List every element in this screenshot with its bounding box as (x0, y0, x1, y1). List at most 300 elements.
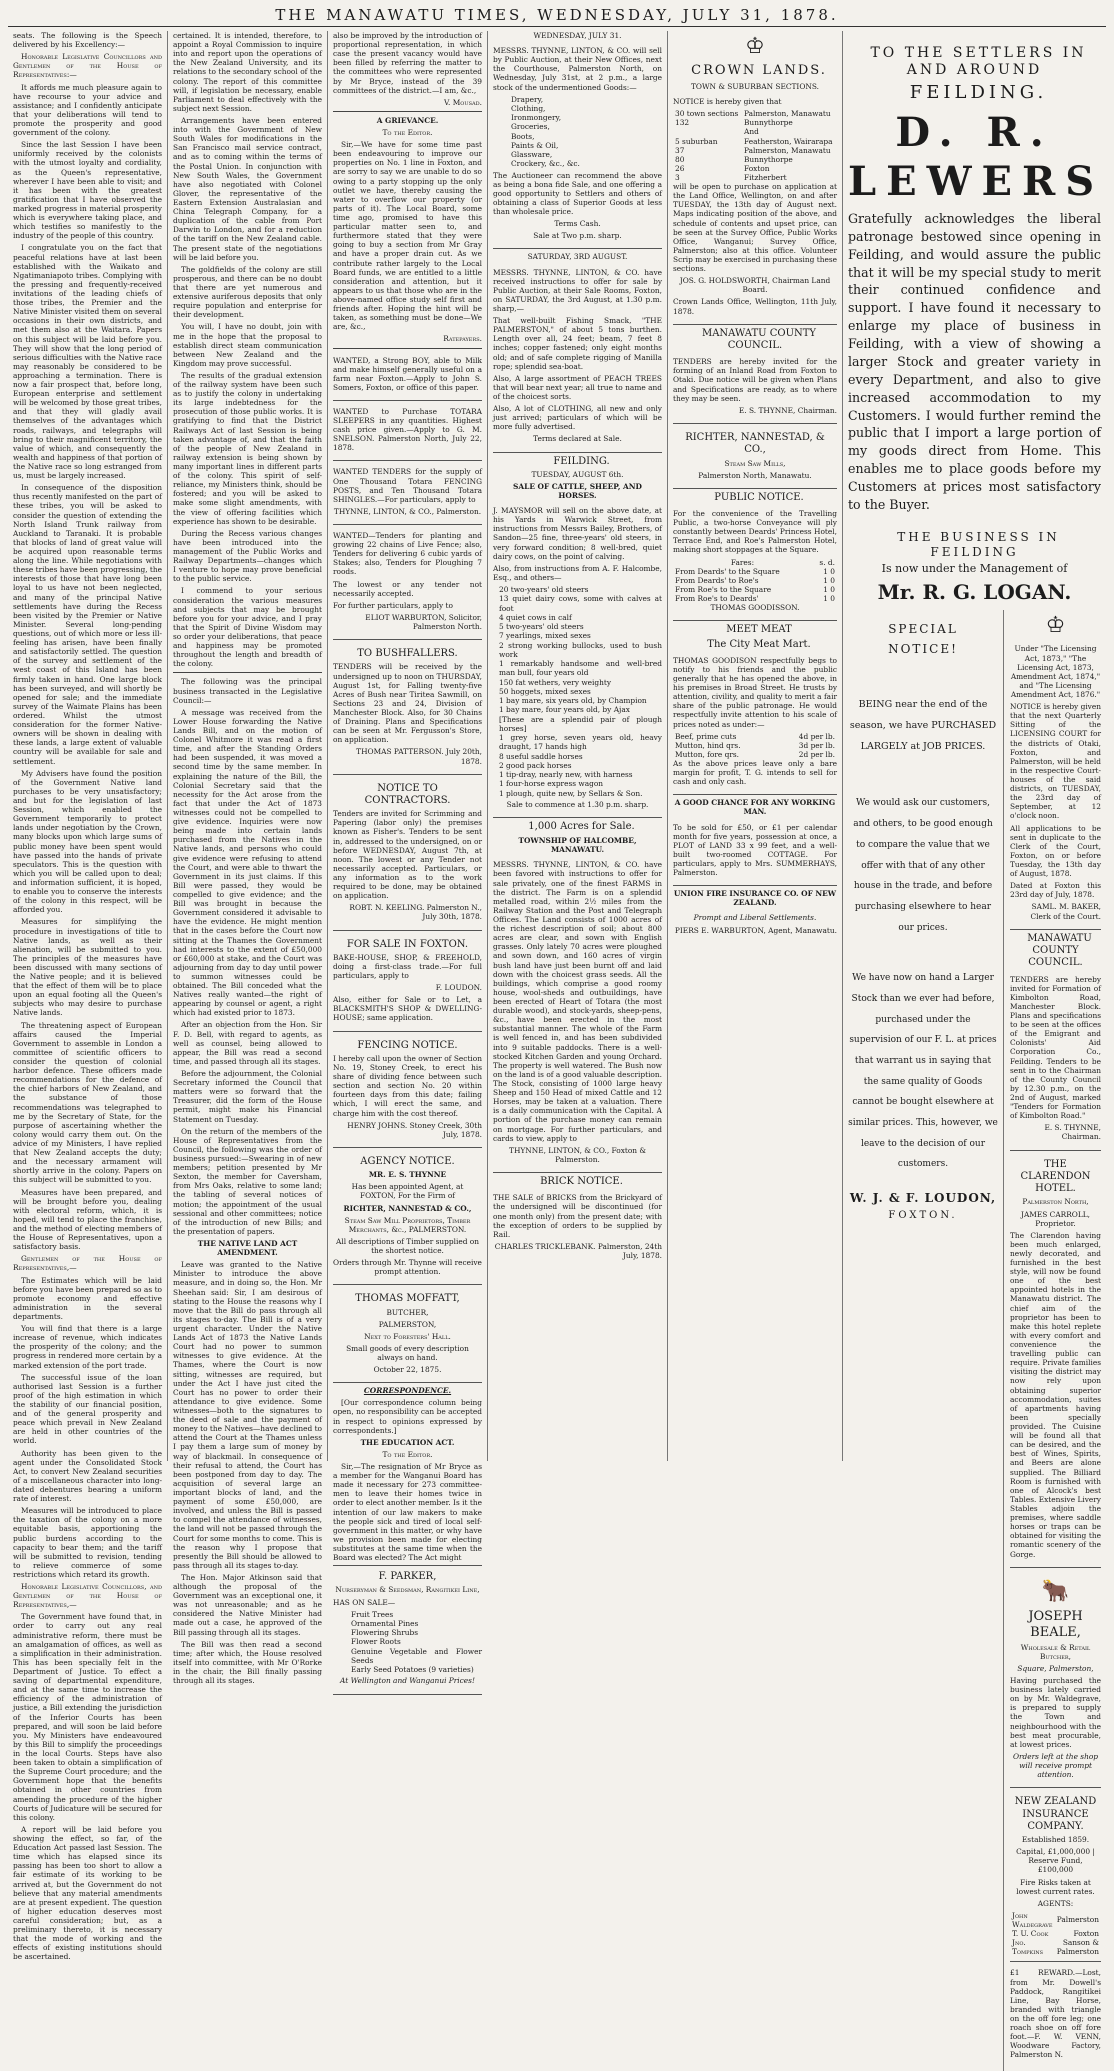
ad-text: At Wellington and Wanganui Prices! (340, 1676, 475, 1686)
column-5 (668, 31, 843, 1461)
section-heading: FEILDING. (553, 455, 610, 467)
ad-text: THE SALE of BRICKS from the Brickyard of the undersigned will be discontinued (for one month only) from the present date; with the exception of orders to be supplied by Rail. (493, 1193, 662, 1239)
paragraph: Measures for simplifying the procedure in investigations of title to Native lands, as well as their alienation, will be submitted to you. The principles of the measures have been discussed with many sections of the Native people; and it is believed that the effect of them will be to place upon an equal footing all the Queen's subjects who may desire to purchase Native lands. (13, 917, 162, 1018)
column-1 (8, 31, 168, 1962)
paragraph: In consequence of the disposition thus recently manifested on the part of these tribes, you will be asked to consider the question of extending the North Island Trunk railway from Auckland to Taranaki. It is probable that blocks of land of great value will be acquired upon reasonable terms along the line. While negotiations with these tribes have been progressing, the interests of those that have long been loyal to us have not been neglected, and many of the principal Native settlements have during the Recess been visited by the Premier or Native Minister. Several long-pending questions, out of which more or less ill-feeling has arisen, have been finally and satisfactorily settled. The question of the survey and settlement of the west coast of this Island has been firmly taken in hand. One large block has been surveyed, and will shortly be opened for sale; and the immediate survey of the Waimate Plains has been ordered. Whilst the utmost consideration for the former Native-owners will be shown in dealing with these lands, a large extent of valuable country will be available for sale and settlement. (13, 483, 162, 766)
paragraph: You will, I have no doubt, join with me in the hope that the proposal to establish direct steam communication between New Zealand and the Kingdom may prove successful. (173, 322, 322, 368)
section-heading: UNION FIRE INSURANCE CO. OF NEW ZEALAND. (673, 889, 837, 908)
ad-text: Wholesale & Retail Butcher, (1020, 1642, 1091, 1661)
ad-auction-smack (493, 265, 662, 453)
notices-column (1010, 610, 1101, 2070)
paragraph: A report will be laid before you showing the effect, so far, of the Education Act passed last Session. The time which has elapsed since its passing has been too short to allow a fair estimate of its working to be arrived at, but the Government do not believe that any material amendments are at present expedient. The question of higher education deserves most careful consideration; but, as a preliminary thereto, it is necessary that the mode of working and the effects of existing institutions should be ascertained. (13, 1824, 162, 1962)
signature: V. Mousad. (443, 97, 482, 107)
paragraph: Before the adjournment, the Colonial Secretary informed the Council that matters were so forward that the Treasurer, did the form of the House permit, might make his Financial Statement on Tuesday. (173, 1069, 322, 1124)
list-item: Boots, (511, 131, 535, 141)
ad-text: Under "The Licensing Act, 1873," "The Licensing Act, 1873, Amendment Act, 1874," and "The Licensing Amendment Act, 1876." (1010, 644, 1101, 700)
list-item: 1 plough, quite new, by Sellars & Son. (499, 788, 643, 798)
ad-text: Square, Palmerston, (1017, 1663, 1094, 1673)
section-heading: CROWN LANDS. (691, 63, 827, 79)
lewers-name: D. R. LEWERS (848, 108, 1105, 205)
ad-crown-lands (673, 94, 837, 325)
table-cell: And (744, 127, 759, 137)
table-cell: Fitzherbert (744, 173, 787, 183)
column-6-split (848, 610, 1101, 2070)
ad-text: THOMAS GOODISON respectfully begs to notify to his friends and the public generally that he has opened the above, in his premises in Broad Street. He trusts by attention, civility, and quality to merit a fair share of the public patronage. He would respectfully invite attention to his scale of prices noted as under:— (673, 655, 837, 729)
ad-signature: SAML. M. BAKER, Clerk of the Court. (1030, 902, 1101, 921)
ad-text: Nurseryman & Seedsman, Rangitikei Line, (335, 1585, 480, 1595)
ad-text: HAS ON SALE— (333, 1597, 396, 1607)
ad-county-kimbolton (1010, 972, 1101, 1151)
ad-text: Palmerston North, (1022, 1197, 1089, 1207)
ad-cattle-sale (493, 503, 662, 818)
table-row (1010, 1929, 1101, 1938)
ad-contractors (333, 778, 482, 931)
table-row (673, 594, 837, 603)
ad-richter-nannestad (673, 427, 837, 489)
ad-live-fence (333, 528, 482, 640)
ad-text: All applications to be sent in duplicate to the Clerk of the Court, Foxton, on or before Tuesday, the 13th day of August, 1878. (1010, 823, 1101, 879)
table-row (673, 741, 837, 750)
ad-agency-notice (333, 1151, 482, 1285)
section-heading: BRICK NOTICE. (540, 1175, 623, 1187)
ad-clarendon-hotel (1010, 1154, 1101, 1568)
list-item: Early Seed Potatoes (9 varieties) (351, 1665, 474, 1675)
lewers-heading: TO THE SETTLERS IN AND AROUND (870, 45, 1087, 79)
ad-signature: ROBT. N. KEELING. Palmerston N., July 30th, 1878. (349, 903, 482, 922)
special-text: We would ask our customers, and others, to be good enough to compare the value that we offer with that of any other house in the trade, and before purchasing elsewhere to hear our prices. (853, 798, 993, 933)
table-cell: Mutton, fore qrs. (675, 749, 740, 759)
ad-text: Crown Lands Office, Wellington, 11th July, 1878. (673, 297, 837, 316)
ad-text: The Auctioneer can recommend the above as being a bona fide Sale, and one offering a good opportunity to Settlers and others of obtaining a class of Superior Goods at less than wholesale price. (493, 170, 662, 217)
table-row (673, 164, 837, 173)
ad-fencing-posts (333, 464, 482, 525)
special-text: We have now on hand a Larger Stock than we ever had before, purchased under the supervision of our F. L. at prices that warrant us in saying that the same quality of Goods cannot be bought elsewhere at similar prices. This, however, we leave to the decision of our customers. (848, 973, 998, 1170)
ad-text: Orders through Mr. Thynne will receive prompt attention. (333, 1258, 482, 1277)
ad-text: Prompt and Liberal Settlements. (693, 913, 817, 923)
ad-fencing-notice (333, 1035, 482, 1148)
ad-text: NOTICE is hereby given that the next Quarterly Sitting of the LICENSING COURT for the districts of Otaki, Foxton, and Palmerston, will be held in the respective Court-houses of the said districts, on TUESDAY, the 23rd day of September, at 12 o'clock noon. (1010, 702, 1101, 821)
list-item: 2 good pack horses (499, 760, 572, 770)
fares-table (673, 558, 837, 604)
table-cell: From Roe's to the Square (675, 584, 772, 594)
ad-text: WANTED—Tenders for planting and growing 22 chains of Live Fence; also, Tenders for delivering 6 cubic yards of Stakes; also, Tenders for Ploughing 7 roods. (333, 531, 482, 577)
greeting: Honorable Legislative Councillors, and Gentlemen of the House of Representatives,— (13, 1582, 162, 1610)
ad-signature: HENRY JOHNS. Stoney Creek, 30th July, 1878. (347, 1120, 482, 1139)
ad-text: MESSRS. THYNNE, LINTON, & CO. will sell by Public Auction, at their New Offices, next the Courthouse, Palmerston North, on Wednesday, July 31st, at 2 p.m., a large stock of the undermentioned Goods:— (493, 46, 662, 92)
paragraph: After an objection from the Hon. Sir F. D. Bell, with regard to agents, as well as counsel, being allowed to appear, the Bill was read a second time, and passed through all its stages. (173, 1020, 322, 1066)
stock-list (499, 585, 662, 798)
ad-working-man (673, 820, 837, 887)
crown-crest-icon: ♔ (745, 34, 765, 59)
ad-signature: THYNNE, LINTON, & CO., Foxton & Palmerston. (509, 1145, 646, 1164)
sale-date: WEDNESDAY, JULY 31. (533, 31, 622, 40)
table-cell: John Waldegrave (1012, 1910, 1053, 1929)
special-heading: SPECIAL (888, 622, 958, 637)
loudon-signature: W. J. & F. LOUDON, (849, 1191, 997, 1206)
table-row (673, 155, 837, 164)
letter-subheading: To the Editor. (382, 127, 433, 137)
ad-text: The lowest or any tender not necessarily accepted. (333, 579, 482, 598)
ad-text: J. MAYSMOR will sell on the above date, at his Yards in Warwick Street, from instructions from Messrs Bailey, Brothers, of Sandon—25 fine, three-years' old steers, in very forward condition; 8 well-bred, quiet dairy cows, on the point of calving. (493, 506, 662, 561)
ad-signature: E. S. THYNNE, Chairman. (738, 405, 837, 415)
crown-crest-icon: ♔ (1045, 613, 1066, 639)
table-cell: 1 0 (823, 584, 835, 594)
ad-text: Established 1859. (1021, 1835, 1090, 1845)
ad-text: BUTCHER, (386, 1307, 429, 1317)
table-cell: 3d per lb. (798, 740, 835, 750)
loudon-ad (848, 610, 1004, 2070)
table-cell: 3 (675, 173, 680, 183)
table-cell: 5 suburban (675, 136, 718, 146)
list-item: 4 quiet cows in calf (499, 612, 572, 622)
paragraph: Since the last Session I have been uniformly received by the colonists with the utmost loyalty and cordiality, as the Queen's representative, wherever I have been able to visit; and it has been with the greatest gratification that I have observed the marked progress in material prosperity which is everywhere taking place, and which testifies so manifestly to the industry of the people of this country. (13, 140, 162, 241)
ad-text: Also, A lot of CLOTHING, all new and only just arrived; particulars of which will be more fully advertised. (493, 404, 662, 432)
paragraph: Sir,—The resignation of Mr Bryce as a member for the Wanganui Board has made it necessary for 273 committee-men to leave their homes twice in order to elect another member. Is it the intention of our law makers to make the people sick and tired of local self-government in this matter, or why have we provision been made for electing substitutes at the same time when the Board was elected? The Act might (333, 1461, 482, 1563)
greeting: Gentlemen of the House of Representatives,— (13, 1254, 162, 1273)
ad-text: For the convenience of the Travelling Public, a two-horse Conveyance will ply constantly between Deards' Princess Hotel, Terrace End, and Roe's Palmerston Hotel, making short stoppages at the Square. (673, 509, 837, 555)
ad-nz-insurance (1010, 1791, 1101, 1962)
paragraph: On the return of the members of the House of Representatives from the Council, the following was the order of business pursued:—Swearing in of new members; petition presented by Mr Sexton, the member for Caversham, from Mrs Oaks, relative to some land; the tabling of several notices of motion; the appointment of the usual sessional and other committees; notice of the introduction of new Bills; and the presentation of papers. (173, 1126, 322, 1236)
table-cell: Palmerston, Manawatu (744, 109, 831, 119)
ad-text: Steam Saw Mills, (724, 458, 786, 468)
list-item: 50 hoggets, mixed sexes (499, 686, 591, 696)
ad-title: FOR SALE IN FOXTON. (346, 938, 469, 950)
paragraph: The following was the principal business transacted in the Legislative Council:— (173, 677, 322, 705)
special-heading: NOTICE! (888, 641, 958, 656)
ad-parker (333, 1565, 482, 1694)
ad-signature: ELIOT WARBURTON, Solicitor, Palmerston North. (365, 612, 482, 632)
table-row (673, 118, 837, 127)
ad-text: That well-built Fishing Smack, "THE PALMERSTON," of about 5 tons burthen. Length over all, 24 feet; beam, 7 feet 8 inches; copper fastened; only eight months old; and of safe complete rigging of Manilla rope; splendid sea-boat. (493, 316, 662, 371)
ad-title: TO BUSHFALLERS. (357, 648, 458, 660)
table-cell: Palmerston, Manawatu (744, 145, 831, 155)
ad-text: Tenders are invited for Scrimming and Papering (labor only) the premises known as Fisher's. Tenders to be sent in, addressed to the undersigned, on or before WEDNESDAY, August 7th, at noon. The lowest or any Tender not necessarily accepted. Particulars, or any information as to the work required to be done, may be obtained on application. (333, 809, 482, 901)
column-4 (488, 31, 668, 1461)
paragraph: Arrangements have been entered into with the Government of New South Wales for modifications in the San Francisco mail service contract, and as to coming within the terms of the Postal Union. In conjunction with New South Wales, the Government have also negotiated with Colonel Glover, the representative of the Eastern Extension Australasian and China Telegraph Company, for a duplication of the cable from Port Darwin to London, and for a reduction of the tariff on the New Zealand cable. The present state of the negotiations will be laid before you. (173, 115, 322, 262)
list-item: Glassware, (511, 150, 553, 160)
paragraph: It affords me much pleasure again to have recourse to your advice and assistance; and I confidently anticipate that your deliberations will tend to promote the prosperity and good government of the colony. (13, 82, 162, 138)
ad-title: FENCING NOTICE. (357, 1039, 458, 1051)
table-cell: 1 0 (823, 594, 835, 603)
cattle-icon: 🐂 (1041, 1578, 1070, 1604)
paragraph: During the Recess various changes have been introduced into the management of the Public Works and Railway Departments—changes which I venture to hope may prove beneficial to the public service. (173, 528, 322, 584)
table-cell (673, 127, 742, 136)
ad-text: WANTED TENDERS for the supply of One Thousand Totara FENCING POSTS, and Ten Thousand Totara SHINGLES.—For particulars, apply to (333, 467, 482, 504)
section-heading: A GOOD CHANCE FOR ANY WORKING MAN. (674, 798, 836, 817)
list-item: Clothing, (511, 103, 546, 113)
paragraph: Measures have been prepared, and will be brought before you, dealing with electoral reform, which, it is hoped, will tend to place the franchise, and the method of electing members of the House of Representatives, upon a satisfactory basis. (13, 1187, 162, 1252)
list-item: 20 two-years' old steers (499, 585, 589, 594)
ad-farm-sale (493, 857, 662, 1173)
table-cell: From Deards' to the Square (675, 566, 780, 576)
ad-meat-mart (673, 653, 837, 796)
paragraph: Sir,—We have for some time past been endeavouring to improve our properties on No. 1 line in Foxton, and are sorry to say we are unable to do so owing to a party stopping up the only outlet we have, thereby causing the water to overflow our property (or parts of it). The Local Board, some time ago, promised to have this particular matter seen to, and furthermore stated that they were going to buy a section from Mr Gray and have a proper drain cut. As we contribute rather largely to the Local Board funds, we are entitled to a little consideration and attention, but it appears to us that those who are in the above-named office study self first and friends after. Hoping the hint will be taken, as something must be done—We are, &c., (333, 140, 482, 332)
parker-items (351, 1610, 482, 1675)
table-cell: Mutton, hind qrs. (675, 740, 741, 750)
table-cell: T. U. Cook (1012, 1929, 1049, 1939)
list-item: [These are a splendid pair of plough horses] (499, 714, 662, 733)
list-item: Drapery, (511, 94, 544, 104)
ad-text: Capital, £1,000,000 | Reserve Fund, £100,000 (1016, 1847, 1095, 1875)
ad-text: Sale to commence at 1.30 p.m. sharp. (506, 799, 649, 809)
ad-title: THOMAS MOFFATT, (355, 1293, 460, 1305)
ad-text: TENDERS are hereby invited for Formation of Kimbolton Road, Manchester Block. Plans and specifications to be seen at the offices of the Emigrant and Colonists' Aid Corporation Co., Feilding. Tenders to be sent in to the Chairman of the County Council by 12.30 p.m., on the 2nd of August, marked "Tenders for Formation of Kimbolton Road." (1010, 974, 1101, 1121)
table-cell: Bunnythorpe (744, 154, 793, 164)
signature: Ratepayers. (443, 334, 482, 344)
loudon-location: FOXTON. (888, 1210, 958, 1222)
table-cell: 1 0 (823, 575, 835, 585)
business-heading: THE BUSINESS IN FEILDING (897, 529, 1060, 559)
ad-totara-sleepers (333, 404, 482, 462)
table-cell: 2d per lb. (798, 749, 835, 759)
section-subheading: The City Meat Mart. (707, 638, 811, 650)
business-manager: Mr. R. G. LOGAN. (877, 579, 1072, 604)
ad-text: As the above prices leave only a bare margin for profit, T. G. intends to sell for cash and only cash. (673, 759, 837, 787)
table-row (673, 109, 837, 118)
paragraph: Measures will be introduced to place the taxation of the colony on a more equitable basis, apportioning the public burdens according to the capacity to bear them; and the tariff will be submitted to revision, tending to relieve commerce of some restrictions which retard its growth. (13, 1506, 162, 1579)
list-item: Genuine Vegetable and Flower Seeds (351, 1646, 482, 1665)
table-cell: 30 town sections (675, 109, 739, 119)
ad-text: To be sold for £50, or £1 per calendar month for five years, possession at once, a PLOT of LAND 33 x 99 feet, and a well-built two-roomed COTTAGE. For particulars, apply to Mrs. SUMMERHAYS, Palmerston. (673, 822, 837, 878)
column-6 (843, 31, 1106, 2060)
paragraph: Leave was granted to the Native Minister to introduce the above measure, and in doing so, the Hon. Mr Sheehan said: Sir, I am desirous of stating to the House the reasons why I move that the Bill do pass through all its stages to-day. The Bill is of a very urgent character. Under the Native Lands Act of 1873 the Native Lands Court had no power to summon witnesses to give evidence. At the Thames, where the Court is now sitting, witnesses are required, but under the Act I have just cited the Court has no power to order their attendance to give evidence. Some witnesses—both to the signatures to the deed of sale and the payment of money to the Natives—have declined to attend the Court at the Thames unless I pay them a large sum of money by way of blackmail. In consequence of their refusal to attend, the Court has been postponed from day to day. The acquisition of several large an important blocks of land, and the payment of some £50,000, are involved, and unless the Bill is passed to compel the attendance of witnesses, the land will not be passed through the Court for some months to come. This is the reason why I propose that presently the Bill should be allowed to pass through all its stages to-day. (173, 1260, 322, 1570)
greeting: Honorable Legislative Councillors and Gentlemen of the House of Representatives:— (13, 52, 162, 80)
sale-date: TUESDAY, AUGUST 6th. (531, 469, 624, 479)
list-item: 13 quiet dairy cows, some with calves at foot (499, 594, 662, 613)
ad-text: RICHTER, NANNESTAD & CO., (343, 1203, 472, 1213)
ad-signature: THYNNE, LINTON, & CO., Palmerston. (333, 506, 482, 516)
paragraph: Authority has been given to the agent under the Consolidated Stock Act, to convert New Zealand securities of a miscellaneous character into long-dated debentures bearing a uniform rate of interest. (13, 1448, 162, 1504)
agents-table (1010, 1911, 1101, 1957)
ad-text: £1 REWARD.—Lost, from Mr. Dowell's Paddock, Rangitikei Line, Bay Horse, branded with triangle on the off fore leg; one roach shoe on off fore foot.—F. W. VENN, Woodware Factory, Palmerston N. (1010, 1968, 1101, 2060)
section-heading: PUBLIC NOTICE. (714, 491, 804, 503)
list-item: 1 remarkably handsome and well-bred man bull, four years old (499, 659, 662, 678)
paragraph: The Bill was then read a second time; after which, the House resolved itself into committee, with Mr O'Rorke in the chair, the Bill finally passing through all its stages. (173, 1639, 322, 1686)
table-cell: Bunnythorpe (744, 118, 793, 128)
paragraph: The Government have found that, in order to carry out any real administrative reform, there must be an amalgamation of offices, as well as a simplification in their administration. This has been specially felt in the Department of Justice. To effect a saving of departmental expenditure, and at the same time to increase the efficiency of the administration of justice, a Bill extending the jurisdiction of the Inferior Courts has been prepared, and will soon be laid before you. My Ministers have endeavoured by this Bill to simplify the proceedings in the local Courts. Steps have also been taken to obtain a simplification of the Supreme Court procedure; and the Government hope that the benefits obtained in other countries from amending the procedure of the higher Courts of Judicature will be secured for this colony. (13, 1612, 162, 1822)
special-notice (848, 620, 998, 1224)
ad-title: NEW ZEALAND INSURANCE COMPANY. (1014, 1796, 1097, 1832)
ad-brick-notice (493, 1190, 662, 1268)
table-row (1010, 1911, 1101, 1929)
ad-title: JOSEPH BEALE, (1028, 1608, 1083, 1640)
ad-text: All descriptions of Timber supplied on the shortest notice. (336, 1236, 479, 1255)
section-heading: TOWNSHIP OF HALCOMBE, MANAWATU. (518, 836, 637, 855)
paragraph: also be improved by the introduction of proportional representation, in which case the present vacancy would have been filled by referring the matter to the committees who were represented by Mr Bryce, instead of the 39 committees of the district.—I am, &c., (333, 31, 482, 95)
table-row (673, 750, 837, 759)
ad-county-tenders (673, 354, 837, 424)
ad-signature: THOMAS GOODISSON. (710, 603, 800, 613)
list-item: Ornamental Pines (351, 1618, 419, 1628)
ad-text: Dated at Foxton this 23rd day of July, 1878. (1010, 881, 1101, 900)
ad-public-notice (673, 506, 837, 621)
ad-thomas-moffatt (333, 1288, 482, 1383)
list-item: 1 bay mare, six years old, by Champion (499, 696, 647, 705)
list-item: Fruit Trees (351, 1609, 394, 1619)
sale-date: SATURDAY, 3RD AUGUST. (527, 252, 628, 262)
list-item: 1 four-horse express wagon (499, 779, 604, 789)
ad-licensing-court (1010, 641, 1101, 929)
list-item: 1 grey horse, seven years old, heavy draught, 17 hands high (499, 733, 662, 752)
special-text: BEING near the end of the season, we have PURCHASED LARGELY at JOB PRICES. (849, 698, 997, 752)
divider (333, 111, 482, 112)
lewers-body: Gratefully acknowledges the liberal patronage bestowed since opening in Feilding, and would assure the public that it will be my special study to merit their continued confidence and support. I have found it necessary to enlarge my place of business in Feilding, with a view of showing a larger Stock and greater variety in every Department, and also to give increased accommodation to my Customers. I would further remind the public that I import a large portion of my goods direct from Home. This enables me to place goods before my Customers at prices most satisfactory to the Buyer. (848, 210, 1101, 512)
ad-text: Next to Foresters' Hall. (364, 1331, 451, 1341)
paragraph: The Estimates which will be laid before you have been prepared so as to promote economy and effective administration in the several departments. (13, 1275, 162, 1321)
section-heading: SALE OF CATTLE, SHEEP, AND HORSES. (513, 481, 642, 501)
ad-signature: PIERS E. WARBURTON, Agent, Manawatu. (674, 925, 837, 935)
table-cell: 1 0 (823, 566, 835, 576)
letter-heading: A GRIEVANCE. (376, 115, 439, 125)
ad-reward (1010, 1965, 1101, 2067)
ad-text: MESSRS. THYNNE, LINTON, & CO. have received instructions to offer for sale by Public Auction, at their Sale Rooms, Foxton, on SATURDAY, the 3rd August, at 1.30 p.m. sharp,— (493, 267, 662, 313)
list-item: Ironmongery, (511, 113, 562, 123)
list-item: 2 strong working bullocks, used to bush work (499, 640, 662, 659)
table-cell: 4d per lb. (798, 731, 835, 741)
table-row (673, 732, 837, 741)
table-cell: Foxton (1073, 1929, 1099, 1939)
table-cell: From Deards' to Roe's (675, 575, 759, 585)
ad-text: MR. E. S. THYNNE (368, 1170, 447, 1180)
paragraph: A message was received from the Lower House forwarding the Native Lands Bill, and on the motion of Colonel Whitmore it was read a first time, and after the Standing Orders had been suspended, it was moved a second time by the same member. In explaining the nature of the Bill, the Colonial Secretary said that the necessity for the Act arose from the fact that under the Act of 1873 witnesses could not be compelled to give evidence. Inquiries were now being made into certain lands purchased from the Natives in the Native lands, and persons who could give evidence were refusing to attend the Court, and were able to thwart the Government in its just claims. If this Bill were passed, they would be compelled to give evidence; and the Bill was brought in because the Government considered it advisable to have the evidence. He might mention that in the cases before the Court now sitting at the Thames the Government had interests to the extent of £50,000 or £60,000 at stake, and the Court was adjourning from day to day until power to summon witnesses could be obtained. The Bill conceded what the Natives really wanted—the right of appearing by counsel or agent, a right which had existed prior to 1873. (173, 707, 322, 1018)
list-item: Flower Roots (351, 1637, 401, 1647)
ad-text: Terms declared at Sale. (533, 434, 622, 444)
table-cell: Jno. Tompkins (1012, 1938, 1044, 1957)
list-item: 5 two-years' old steers (499, 622, 584, 631)
ad-text: Also, A large assortment of PEACH TREES that will bear next year; all true to name and of the choicest sorts. (493, 373, 662, 401)
column-2 (168, 31, 328, 1686)
ad-title: NOTICE TO CONTRACTORS. (364, 782, 451, 806)
ad-signature: THOMAS PATTERSON. July 20th, 1878. (356, 747, 482, 766)
ad-text: TENDERS are hereby invited for the forming of an Inland Road from Foxton to Otaki. Due notice will be given when Plans and Specifications are ready, as to where they may be seen. (673, 357, 837, 403)
ad-auction-goods (493, 43, 662, 249)
table-row (673, 137, 837, 146)
list-item: Flowering Shrubs (351, 1628, 419, 1638)
ad-text: AGENTS: (1037, 1898, 1074, 1908)
table-cell: s. d. (819, 557, 835, 567)
table-cell: 80 (675, 154, 685, 164)
table-row (673, 173, 837, 182)
paragraph: The results of the gradual extension of the railway system have been such as to justify the colony in undertaking its large indebtedness for the prosecution of those public works. It is gratifying to find that the District Railways Act of last Session is being taken advantage of, and that the faith of the people of New Zealand in railway extension is being shown by many important lines in different parts of the colony. This spirit of self-reliance, my Ministers think, should be fostered; and you will be asked to make some slight amendments, with the view of offering facilities which experience has shown to be desirable. (173, 370, 322, 526)
list-item: 150 fat wethers, very weighty (499, 677, 612, 687)
table-cell: Beef, prime cuts (675, 731, 737, 741)
column-3 (328, 31, 488, 1686)
ad-text: JAMES CARROLL, Proprietor. (1020, 1209, 1091, 1228)
paragraph: I congratulate you on the fact that peaceful relations have at last been established with the Waikato and Ngatimaniapoto tribes. Complying with the pressing and frequently-received invitations of the leading chiefs of those tribes, the Premier and the Native Minister visited them on several occasions in their own districts, and met them also at the Waitara. Papers on this subject will be laid before you. They will show that the long period of serious difficulties with the Native race may reasonably be considered to be approaching a termination. There is now a fair prospect that, before long, European enterprise and settlement will be welcomed by those great tribes, and that they will gladly avail themselves of the advantages which roads, railways, and telegraphs will bring to their magnificent territory, the value of which, and consequently the wealth and happiness of that portion of the Native race so long estranged from us, must be largely increased. (13, 243, 162, 481)
paragraph: My Advisers have found the position of the Government Native land purchases to be very unsatisfactory; and but for the legislation of last Session, which enabled the Government temporarily to protect lands under negotiation by the Crown, many blocks upon which large sums of public money have been spent would have passed into the hands of private speculators. This is the question with which you will be called upon to deal; and information sufficient, it is hoped, to enable you to conserve the interests of the colony in this respect, will be afforded you. (13, 768, 162, 915)
paragraph: The goldfields of the colony are still prosperous, and there can be no doubt that there are yet numerous and extensive auriferous deposits that only require population and enterprise for their development. (173, 264, 322, 320)
divider (333, 348, 482, 349)
paragraph: The successful issue of the loan authorised last Session is a further proof of the high estimation in which the stability of our financial position, and of the general prosperity and peace which prevail in New Zealand are held in other countries of the world. (13, 1372, 162, 1446)
list-item: 7 yearlings, mixed sexes (499, 631, 591, 641)
section-heading: MEET MEAT (726, 624, 792, 636)
section-heading: MANAWATU COUNTY COUNCIL. (701, 327, 817, 351)
ad-text: NOTICE is hereby given that (673, 97, 782, 107)
goods-list (511, 95, 662, 169)
table-cell: Featherston, Wairarapa (744, 136, 833, 146)
ad-bushfallers (333, 643, 482, 775)
table-cell: 26 (675, 163, 685, 173)
ad-text: I hereby call upon the owner of Section No. 19, Stoney Creek, to erect his share of dividing fence between such section and section No. 20 within fourteen days from this date; failing which, I will erect the same, and charge him with the cost thereof. (333, 1053, 482, 1118)
section-heading: 1,000 Acres for Sale. (528, 820, 635, 832)
ad-signature: E. S. THYNNE, Chairman. (1044, 1123, 1101, 1142)
list-item: 1 tip-dray, nearly new, with harness (499, 770, 633, 779)
section-subheading: TOWN & SUBURBAN SECTIONS. (690, 82, 820, 92)
list-item: Paints & Oil, (511, 140, 559, 150)
ad-text: Having purchased the business lately carried on by Mr. Waldegrave, is prepared to supply the Town and neighbourhood with the best meat procurable, at lowest prices. (1010, 1676, 1101, 1749)
ad-text: For further particulars, apply to (333, 600, 453, 610)
ad-text: Also, from instructions from A. F. Halcombe, Esq., and others— (493, 563, 662, 582)
ad-wanted-boy (333, 353, 482, 401)
list-item: Groceries, (511, 122, 550, 132)
table-row (673, 576, 837, 585)
table-cell: Fares: (730, 557, 755, 567)
ad-text: BAKE-HOUSE, SHOP, & FREEHOLD, doing a first-class trade.—For full particulars, apply to (333, 952, 482, 981)
ad-text: Sale at Two p.m. sharp. (533, 231, 622, 241)
ad-text: will be open to purchase on application at the Land Office, Wellington, on and after TUESDAY, the 13th day of August next. Maps indicating position of the above, and schedule of contents and upset price, can be seen at the Survey Office, Public Works Office, Wanganui; Survey Office, Palmerston; also at this office. Volunteer Scrip may be exercised in purchasing these sections. (673, 182, 837, 274)
ad-text: Fire Risks taken at lowest current rates. (1016, 1877, 1095, 1896)
ad-signature: F. LOUDON. (435, 983, 482, 993)
ad-signature: JOS. G. HOLDSWORTH, Chairman Land Board. (679, 276, 831, 295)
paragraph: I commend to your serious consideration the various measures and subjects that may be brought before you for your advice, and I pray that the Spirit of Divine Wisdom may so order your deliberations, that peace and happiness may be promoted throughout the length and breadth of the colony. (173, 586, 322, 669)
ad-text: October 22, 1875. (373, 1365, 442, 1375)
table-row (673, 146, 837, 155)
prices-table (673, 732, 837, 759)
sections-table (673, 109, 837, 182)
table-row (1010, 1938, 1101, 1956)
table-row (673, 567, 837, 576)
correspondence-heading: CORRESPONDENCE. (363, 1386, 452, 1396)
paragraph: You will find that there is a large increase of revenue, which indicates the prosperity of the colony; and the progress in rendered more certain by a marked extension of the port trade. (13, 1324, 162, 1370)
table-cell: 37 (675, 145, 685, 155)
table-cell: 132 (675, 118, 690, 128)
ad-text: Has been appointed Agent, at FOXTON, For the Firm of (351, 1182, 464, 1201)
ad-text: TENDERS will be received by the undersigned up to noon on THURSDAY, August 1st, for Falling twenty-five Acres of Bush near Tiritea Sawmill, on Sections 23 and 24, Division of Manchester Block. Also, for 30 Chains of Draining. Plans and Specifications can be seen at Mr. Fergusson's Store, on application. (333, 662, 482, 745)
divider (173, 672, 322, 673)
masthead: THE MANAWATU TIMES, WEDNESDAY, JULY 31, 1878. (8, 6, 1106, 27)
ad-text: Terms Cash. (554, 219, 601, 229)
section-heading: MANAWATU COUNTY COUNCIL. (1027, 932, 1092, 969)
paragraph: The Hon. Major Atkinson said that although the proposal of the Government was an exceptional one, it was not unreasonable; and as he considered the Native Minister had made out a case, he approved of the Bill passing through all its stages. (173, 1572, 322, 1637)
paragraph: The threatening aspect of European affairs caused the Imperial Government to assemble in London a committee of scientific officers to consider the question of colonial harbor defence. These officers made recommendations for the defence of the chief harbors of New Zealand, and the substance of those recommendations was telegraphed to me by the Secretary of State, for the purpose of ascertaining whether the colony would carry them out. On the advice of my Ministers, I have replied that New Zealand accepts the duty; and the necessary armament will shortly arrive in the colony. Papers on this subject will be submitted to you. (13, 1020, 162, 1185)
list-item: 8 useful saddle horses (499, 751, 583, 761)
paragraph: certained. It is intended, therefore, to appoint a Royal Commission to inquire into and report upon the operations of the New Zealand University, and its relations to the secondary school of the colony. The report of this committee will, if legislation be necessary, enable Parliament to deal effectively with the subject next Session. (173, 31, 322, 113)
ad-title: RICHTER, NANNESTAD, & CO., (685, 431, 825, 456)
ad-sale-foxton (333, 934, 482, 1032)
ad-text: WANTED to Purchase TOTARA SLEEPERS in any quantities. Highest cash price given.—Apply to G. M. SNELSON. Palmerston North, July 22, 1878. (333, 406, 482, 453)
letter-heading: THE EDUCATION ACT. (360, 1437, 455, 1447)
ad-text: PALMERSTON, (378, 1319, 437, 1329)
ad-text: Palmerston North, Manawatu. (698, 470, 812, 480)
ad-text: The Clarendon having been much enlarged, newly decorated, and furnished in the best style, will now be found one of the best appointed hotels in the Manawatu district. The chief aim of the proprietor has been to make this hotel replete with every comfort and convenience the travelling public can require. Private families visiting the district may now rely upon obtaining superior accommodation, suites of apartments having been specially provided. The Cuisine will be found all that can be desired, and the best of Wines, Spirits, and Beers are alone supplied. The Billiard Room is furnished with one of Alcock's best Tables. Extensive Livery Stables adjoin the premises, where saddle horses or traps can be obtained for visiting the romantic scenery of the Gorge. (1010, 1230, 1101, 1559)
ad-title: F. PARKER, (378, 1571, 437, 1583)
table-cell: Sanson & Palmerston (1056, 1938, 1099, 1957)
ad-text: Steam Saw Mill Proprietors, Timber Merchants, &c., PALMERSTON. (344, 1215, 471, 1234)
lewers-town: FEILDING. (909, 82, 1048, 104)
table-cell: Foxton (744, 163, 770, 173)
ad-text: WANTED, a Strong BOY, able to Milk and make himself generally useful on a farm near Foxton.—Apply to John S. Somers, Foxton, or office of this paper. (333, 355, 482, 392)
ad-joseph-beale (1010, 1571, 1101, 1789)
business-subheading: Is now under the Management of (881, 562, 1068, 576)
table-cell: Palmerston (1056, 1915, 1099, 1925)
table-cell: From Roe's to Deards' (675, 594, 759, 603)
letter-subheading: To the Editor. (382, 1449, 433, 1459)
table-row (673, 558, 837, 567)
table-row (673, 585, 837, 594)
list-item: 1 bay mare, four years old, by Ajax (499, 705, 630, 715)
list-item: Crockery, &c., &c. (511, 159, 580, 169)
ad-text: Small goods of every description always on hand. (346, 1343, 469, 1362)
